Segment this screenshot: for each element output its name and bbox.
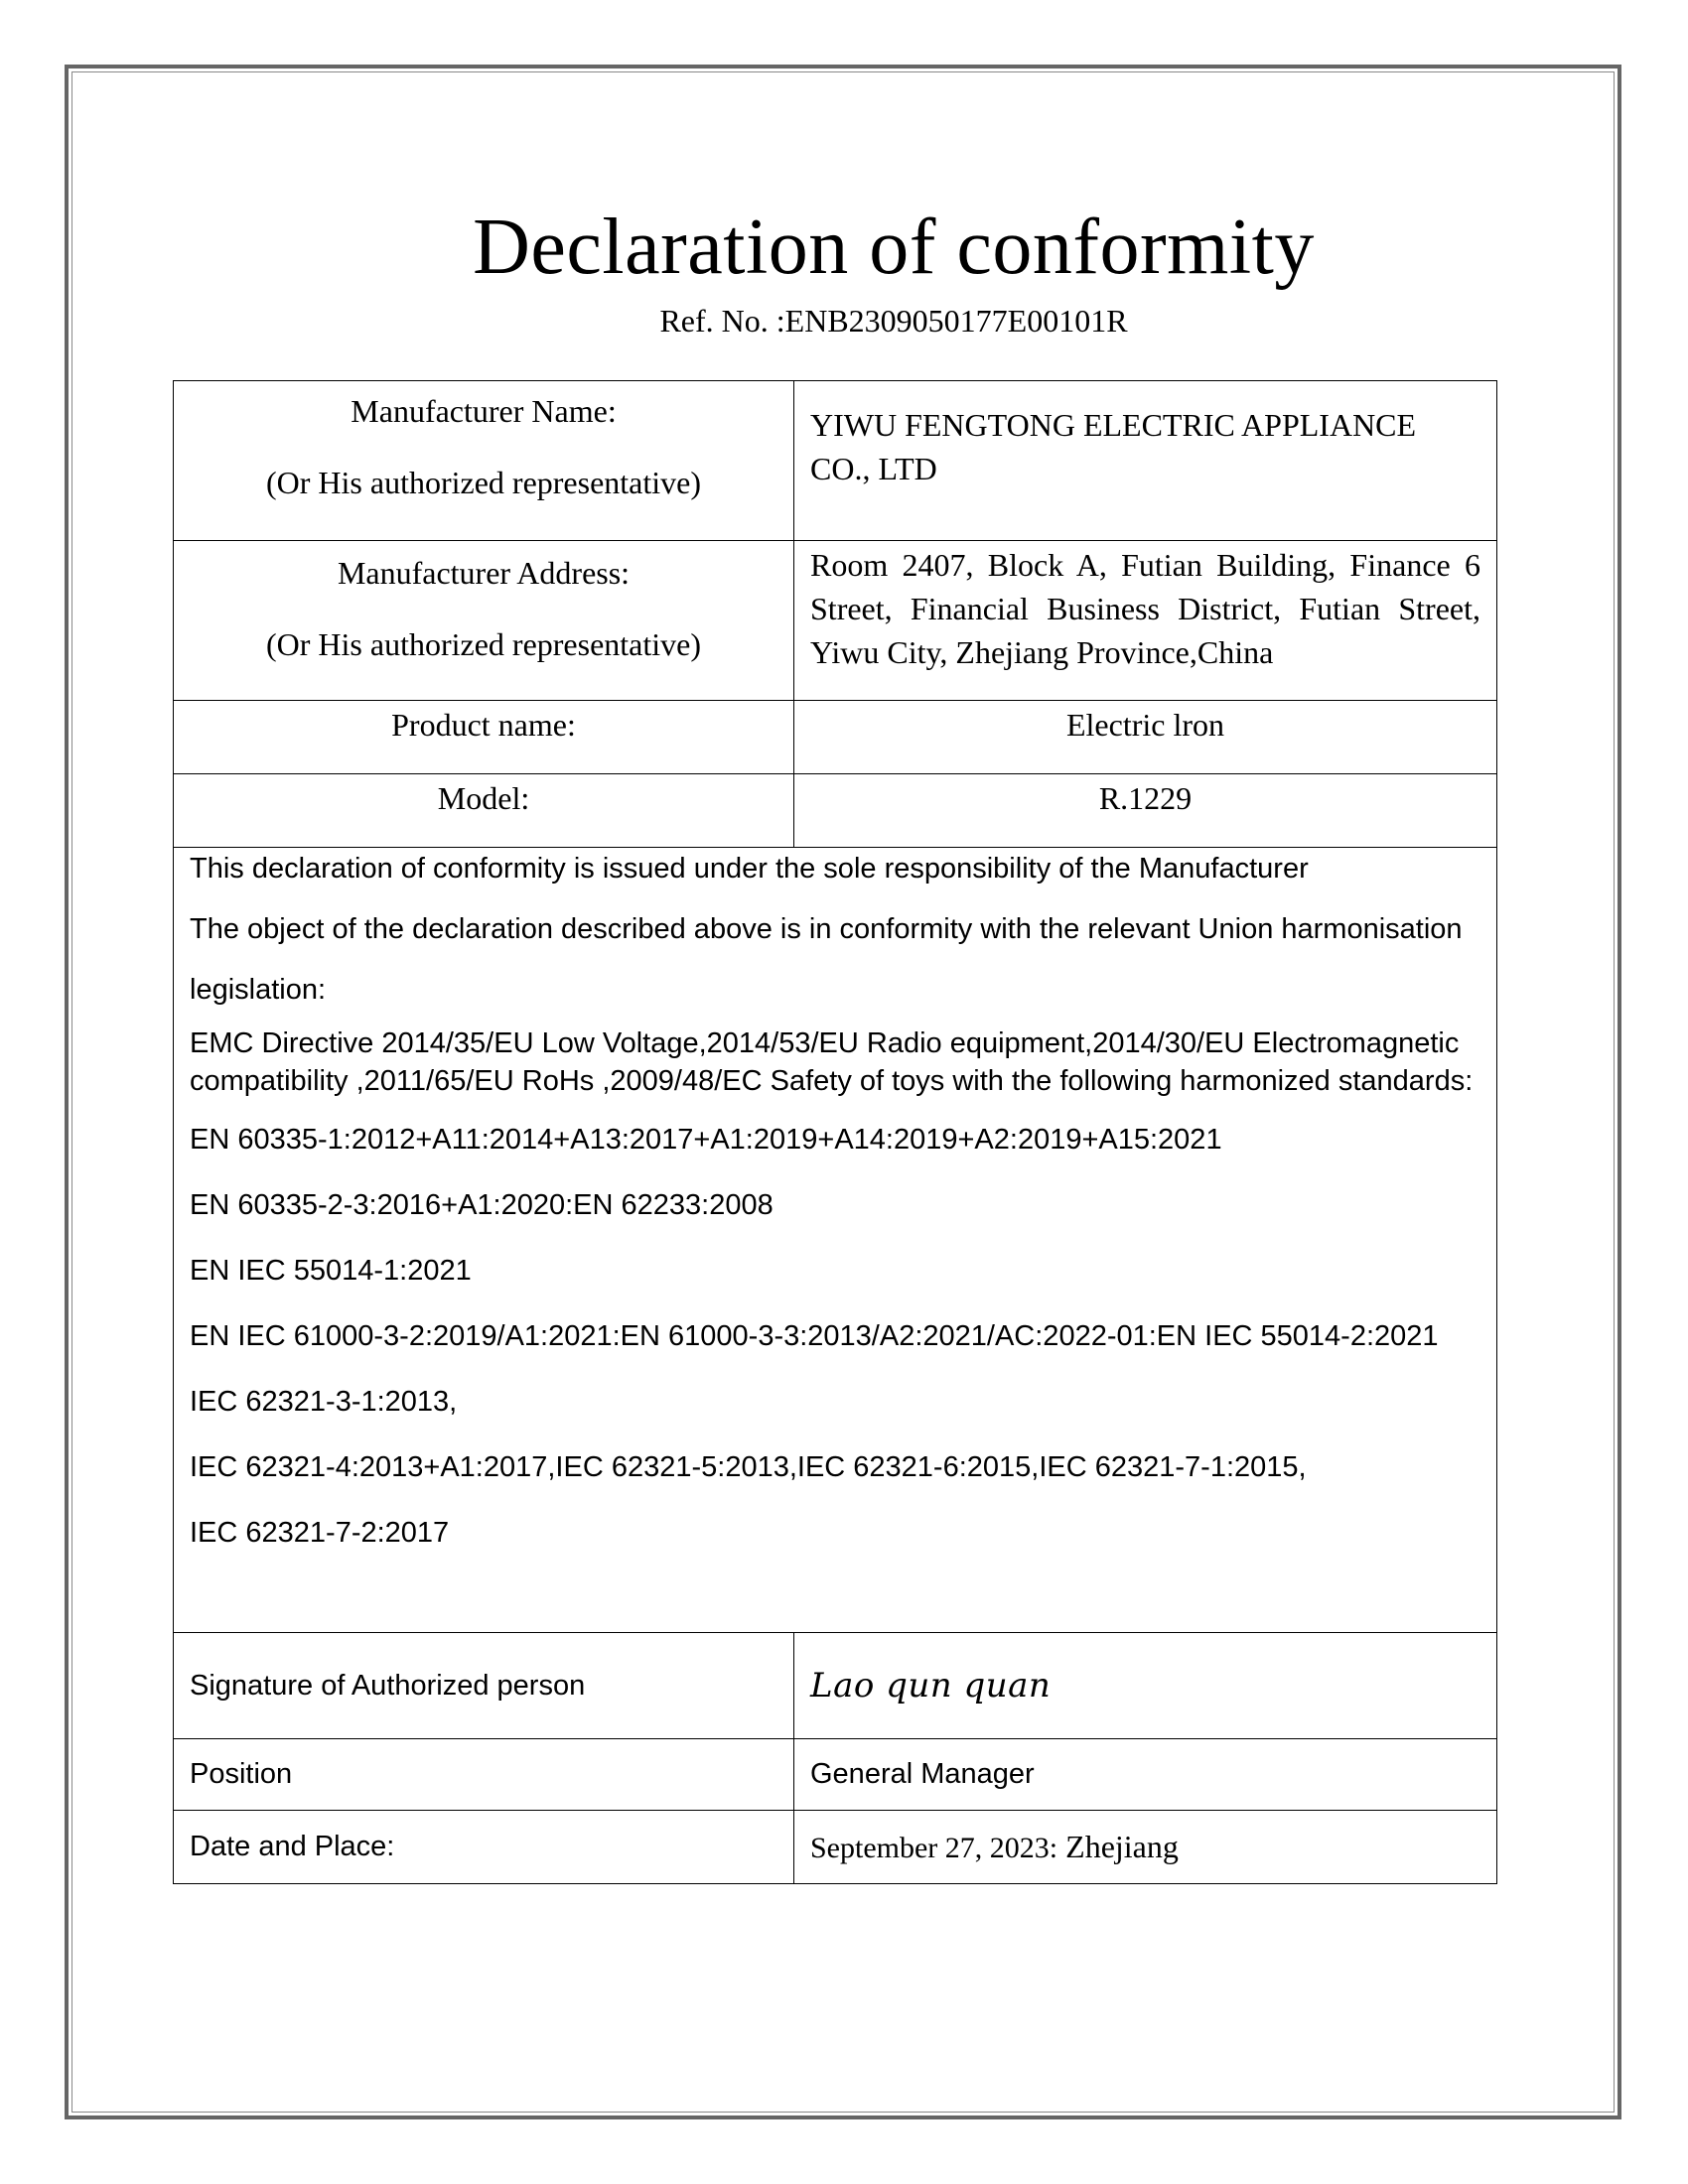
place-value: Zhejiang <box>1057 1829 1179 1864</box>
declaration-line-1: This declaration of conformity is issued under the sole responsibility of the Manufacturer <box>190 853 1309 885</box>
date-place-row <box>174 1811 1497 1884</box>
signature-row <box>174 1633 1497 1739</box>
date-place-value-cell <box>794 1811 1497 1884</box>
manufacturer-name-sublabel: (Or His authorized representative) <box>265 465 702 500</box>
manufacturer-address-label-cell <box>174 541 794 701</box>
manufacturer-name-value: YIWU FENGTONG ELECTRIC APPLIANCE CO., LTD <box>794 381 1497 541</box>
date-place-label: Date and Place: <box>174 1811 794 1884</box>
standard-item: IEC 62321-3-1:2013, <box>190 1386 458 1418</box>
model-row <box>174 774 1497 848</box>
position-row <box>174 1739 1497 1811</box>
declaration-directives: EMC Directive 2014/35/EU Low Voltage,2014/53/EU Radio equipment,2014/30/EU Electromagnetic compatibility ,2011/65/EU RoHs ,2009/48/EC Safety of toys with the following harmonized standards: <box>190 1027 1474 1097</box>
manufacturer-name-label-cell <box>174 381 794 541</box>
declaration-line-2: The object of the declaration described above is in conformity with the relevant Union harmonisation <box>190 913 1463 945</box>
signature-label: Signature of Authorized person <box>174 1633 794 1739</box>
manufacturer-address-value: Room 2407, Block A, Futian Building, Finance 6 Street, Financial Business District, Futian Street, Yiwu City, Zhejiang Province,China <box>794 541 1497 701</box>
manufacturer-address-row <box>174 541 1497 701</box>
position-label: Position <box>174 1739 794 1811</box>
model-label: Model: <box>174 774 794 848</box>
declaration-cell <box>174 848 1497 1633</box>
model-value: R.1229 <box>794 774 1497 848</box>
manufacturer-name-row <box>174 381 1497 541</box>
date-value: September 27, 2023: <box>810 1832 1058 1864</box>
standard-item: EN IEC 55014-1:2021 <box>190 1255 472 1287</box>
standard-item: EN 60335-1:2012+A11:2014+A13:2017+A1:2019+A14:2019+A2:2019+A15:2021 <box>190 1124 1222 1156</box>
document-title: Declaration of conformity <box>473 204 1315 291</box>
declaration-line-3: legislation: <box>190 974 327 1006</box>
product-name-value: Electric lron <box>794 701 1497 774</box>
product-name-label: Product name: <box>174 701 794 774</box>
reference-number: Ref. No. :ENB2309050177E00101R <box>659 303 1128 339</box>
signature-value-cell <box>794 1633 1497 1739</box>
standard-item: EN 60335-2-3:2016+A1:2020:EN 62233:2008 <box>190 1189 774 1221</box>
manufacturer-address-label: Manufacturer Address: <box>337 555 631 591</box>
standard-item: EN IEC 61000-3-2:2019/A1:2021:EN 61000-3-3:2013/A2:2021/AC:2022-01:EN IEC 55014-2:2021 <box>190 1320 1439 1352</box>
declaration-table <box>173 380 1497 1884</box>
position-value: General Manager <box>794 1739 1497 1811</box>
manufacturer-address-sublabel: (Or His authorized representative) <box>265 626 702 662</box>
declaration-row <box>174 848 1497 1633</box>
signature-handwritten: Lao qun quan <box>810 1666 1052 1706</box>
product-name-row <box>174 701 1497 774</box>
standard-item: IEC 62321-7-2:2017 <box>190 1517 450 1549</box>
standard-item: IEC 62321-4:2013+A1:2017,IEC 62321-5:2013,IEC 62321-6:2015,IEC 62321-7-1:2015, <box>190 1451 1307 1483</box>
manufacturer-name-label: Manufacturer Name: <box>351 393 617 429</box>
